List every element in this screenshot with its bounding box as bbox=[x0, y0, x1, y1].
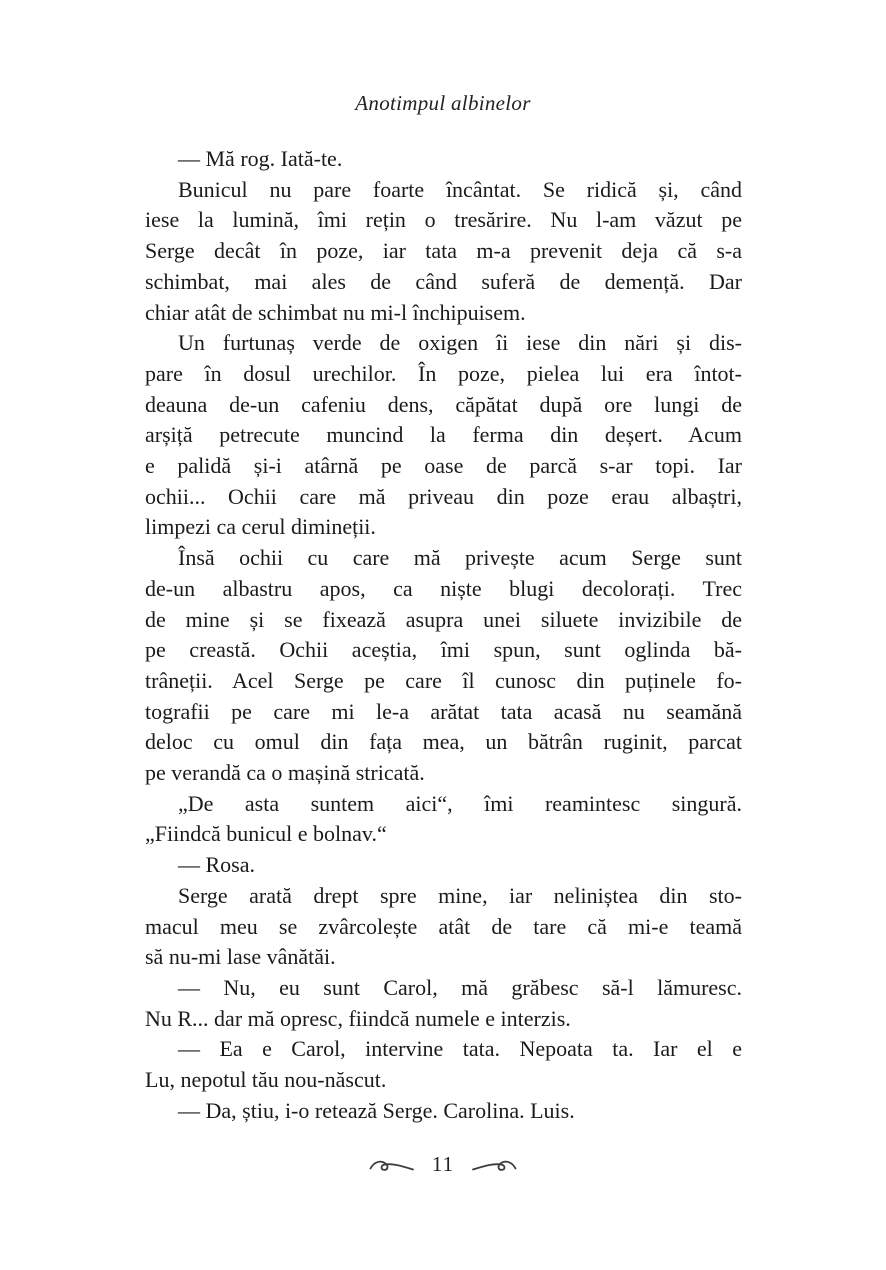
text-line: — Da, știu, i-o retează Serge. Carolina. Luis. bbox=[178, 1097, 575, 1123]
text-line: de-un albastru apos, ca niște blugi decolorați. Trec bbox=[145, 575, 742, 601]
text-line: pe verandă ca o mașină stricată. bbox=[145, 760, 425, 786]
text-line: macul meu se zvârcolește atât de tare că mi-e teamă bbox=[145, 913, 742, 939]
text-line: „Fiindcă bunicul e bolnav.“ bbox=[145, 821, 387, 847]
text-line: — Ea e Carol, intervine tata. Nepoata ta. Iar el e bbox=[178, 1036, 742, 1062]
text-line: iese la lumină, îmi rețin o tresărire. Nu l-am văzut pe bbox=[145, 207, 742, 233]
paragraph bbox=[145, 144, 742, 175]
text-line: Bunicul nu pare foarte încântat. Se ridică și, când bbox=[178, 176, 742, 202]
text-line: arșiță petrecute muncind la ferma din deșert. Acum bbox=[145, 422, 742, 448]
text-line: Serge arată drept spre mine, iar neliniștea din sto- bbox=[178, 882, 742, 908]
paragraph bbox=[145, 850, 742, 881]
paragraph bbox=[145, 175, 742, 329]
paragraph bbox=[145, 1034, 742, 1095]
text-line: „De asta suntem aici“, îmi reamintesc singură. bbox=[178, 790, 742, 816]
text-line: de mine și se fixează asupra unei siluete invizibile de bbox=[145, 606, 742, 632]
text-line: chiar atât de schimbat nu mi-l închipuisem. bbox=[145, 299, 526, 325]
flourish-left-icon bbox=[369, 1157, 415, 1173]
text-line: Nu R... dar mă opresc, fiindcă numele e interzis. bbox=[145, 1005, 571, 1031]
text-line: deauna de-un cafeniu dens, căpătat după ore lungi de bbox=[145, 391, 742, 417]
text-line: tografii pe care mi le-a arătat tata acasă nu seamănă bbox=[145, 698, 742, 724]
paragraph bbox=[145, 1096, 742, 1127]
text-line: Serge decât în poze, iar tata m-a prevenit deja că s-a bbox=[145, 238, 742, 264]
body-text bbox=[145, 144, 742, 1127]
text-line: Însă ochii cu care mă privește acum Serge sunt bbox=[178, 545, 742, 571]
text-line: — Rosa. bbox=[178, 852, 255, 878]
paragraph bbox=[145, 543, 742, 789]
paragraph bbox=[145, 789, 742, 850]
running-head: Anotimpul albinelor bbox=[355, 91, 531, 115]
page-number: 11 bbox=[431, 1152, 455, 1176]
text-line: limpezi ca cerul dimineții. bbox=[145, 514, 376, 540]
text-line: deloc cu omul din fața mea, un bătrân ruginit, parcat bbox=[145, 729, 742, 755]
page-footer bbox=[0, 1152, 886, 1177]
paragraph bbox=[145, 881, 742, 973]
text-line: ochii... Ochii care mă priveau din poze erau albaștri, bbox=[145, 483, 742, 509]
text-line: pare în dosul urechilor. În poze, pielea lui era întot- bbox=[145, 360, 742, 386]
paragraph bbox=[145, 328, 742, 543]
text-line: Un furtunaș verde de oxigen îi iese din nări și dis- bbox=[178, 330, 742, 356]
text-line: schimbat, mai ales de când suferă de demență. Dar bbox=[145, 268, 742, 294]
paragraph bbox=[145, 973, 742, 1034]
text-line: — Mă rog. Iată-te. bbox=[178, 146, 343, 171]
text-line: — Nu, eu sunt Carol, mă grăbesc să-l lămuresc. bbox=[178, 974, 742, 1000]
text-line: pe creastă. Ochii aceștia, îmi spun, sunt oglinda bă- bbox=[145, 637, 742, 663]
text-line: Lu, nepotul tău nou-născut. bbox=[145, 1067, 387, 1093]
text-line: trâneții. Acel Serge pe care îl cunosc din puținele fo- bbox=[145, 667, 742, 693]
text-line: e palidă și-i atârnă pe oase de parcă s-ar topi. Iar bbox=[145, 453, 742, 479]
flourish-right-icon bbox=[471, 1157, 517, 1173]
text-line: să nu-mi lase vânătăi. bbox=[145, 944, 336, 970]
